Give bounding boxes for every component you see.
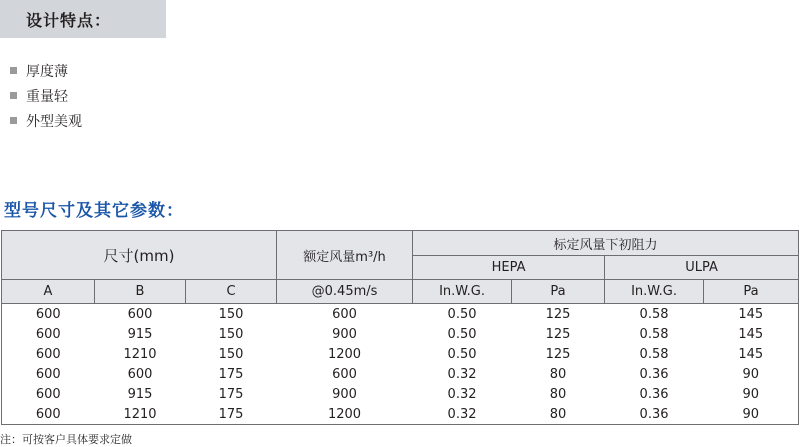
cell-b: 600 [127,366,153,382]
header-resistance: 标定风量下初阻力 [413,231,799,256]
header-ulpa: ULPA [605,256,799,280]
cell-b: 1210 [95,404,186,425]
cell-a: 600 [2,364,95,384]
cell-airflow: 600 [332,306,357,322]
header-hepa-pa: Pa [512,280,605,304]
cell-hepa-pa: 80 [549,386,567,402]
table-row [2,344,799,364]
table-row [2,304,799,325]
cell-ulpa-pa: 90 [704,404,799,425]
cell-c: 175 [186,404,277,425]
cell-ulpa-pa: 145 [704,304,799,325]
feature-title: 设计特点： [26,10,112,30]
table-row [2,384,799,404]
header-hepa-inwg: In.W.G. [413,280,512,304]
cell-c: 175 [218,366,244,382]
header-size: 尺寸(mm) [2,231,277,280]
table-row [2,324,799,344]
cell-a: 600 [2,344,95,364]
cell-ulpa-inwg: 0.58 [639,306,669,322]
cell-c: 150 [218,326,244,342]
cell-c: 175 [218,386,244,402]
cell-ulpa-inwg: 0.58 [639,326,669,342]
feature-header [0,0,166,38]
cell-b: 1210 [123,346,157,362]
cell-hepa-pa: 125 [545,306,571,322]
cell-hepa-pa: 80 [512,404,605,425]
feature-item [6,83,82,108]
header-ulpa-inwg: In.W.G. [605,280,704,304]
specs-title: 型号尺寸及其它参数： [4,201,184,221]
cell-b: 915 [127,386,153,402]
cell-hepa-pa: 80 [549,366,567,382]
header-c: C [186,280,277,304]
feature-item-label: 外型美观 [26,113,82,130]
spec-table [1,230,799,425]
header-velocity: @0.45m/s [277,280,413,304]
header-a: A [2,280,95,304]
table-row [2,404,799,425]
cell-hepa-pa: 125 [545,346,571,362]
cell-ulpa-inwg: 0.36 [639,386,669,402]
cell-a: 600 [2,404,95,425]
feature-list [6,58,82,133]
cell-ulpa-inwg: 0.58 [639,346,669,362]
header-ulpa-pa: Pa [704,280,799,304]
cell-ulpa-pa: 145 [704,324,799,344]
cell-a: 600 [2,304,95,325]
cell-ulpa-pa: 90 [704,364,799,384]
cell-airflow: 600 [332,366,357,382]
cell-c: 150 [218,306,244,322]
cell-ulpa-inwg: 0.36 [605,404,704,425]
cell-hepa-inwg: 0.50 [447,306,477,322]
feature-item [6,108,82,133]
cell-a: 600 [2,324,95,344]
custom-order-note: 注：可按客户具体要求定做 [0,433,132,446]
cell-hepa-inwg: 0.50 [447,346,477,362]
cell-b: 915 [127,326,153,342]
cell-hepa-inwg: 0.32 [447,386,477,402]
header-b: B [95,280,186,304]
square-bullet-icon [10,92,17,99]
header-airflow: 额定风量m³/h [277,231,413,280]
cell-airflow: 1200 [277,404,413,425]
cell-hepa-pa: 125 [545,326,571,342]
cell-ulpa-pa: 145 [704,344,799,364]
table-row [2,364,799,384]
square-bullet-icon [10,67,17,74]
cell-hepa-inwg: 0.32 [413,404,512,425]
feature-item-label: 重量轻 [26,88,68,105]
cell-airflow: 900 [332,326,357,342]
header-hepa: HEPA [413,256,605,280]
square-bullet-icon [10,117,17,124]
cell-ulpa-inwg: 0.36 [639,366,669,382]
cell-hepa-inwg: 0.50 [447,326,477,342]
cell-a: 600 [2,384,95,404]
cell-hepa-inwg: 0.32 [447,366,477,382]
feature-item-label: 厚度薄 [26,63,68,80]
cell-ulpa-pa: 90 [704,384,799,404]
cell-b: 600 [127,306,153,322]
feature-item [6,58,82,83]
cell-c: 150 [218,346,244,362]
cell-airflow: 1200 [327,346,362,362]
cell-airflow: 900 [332,386,357,402]
